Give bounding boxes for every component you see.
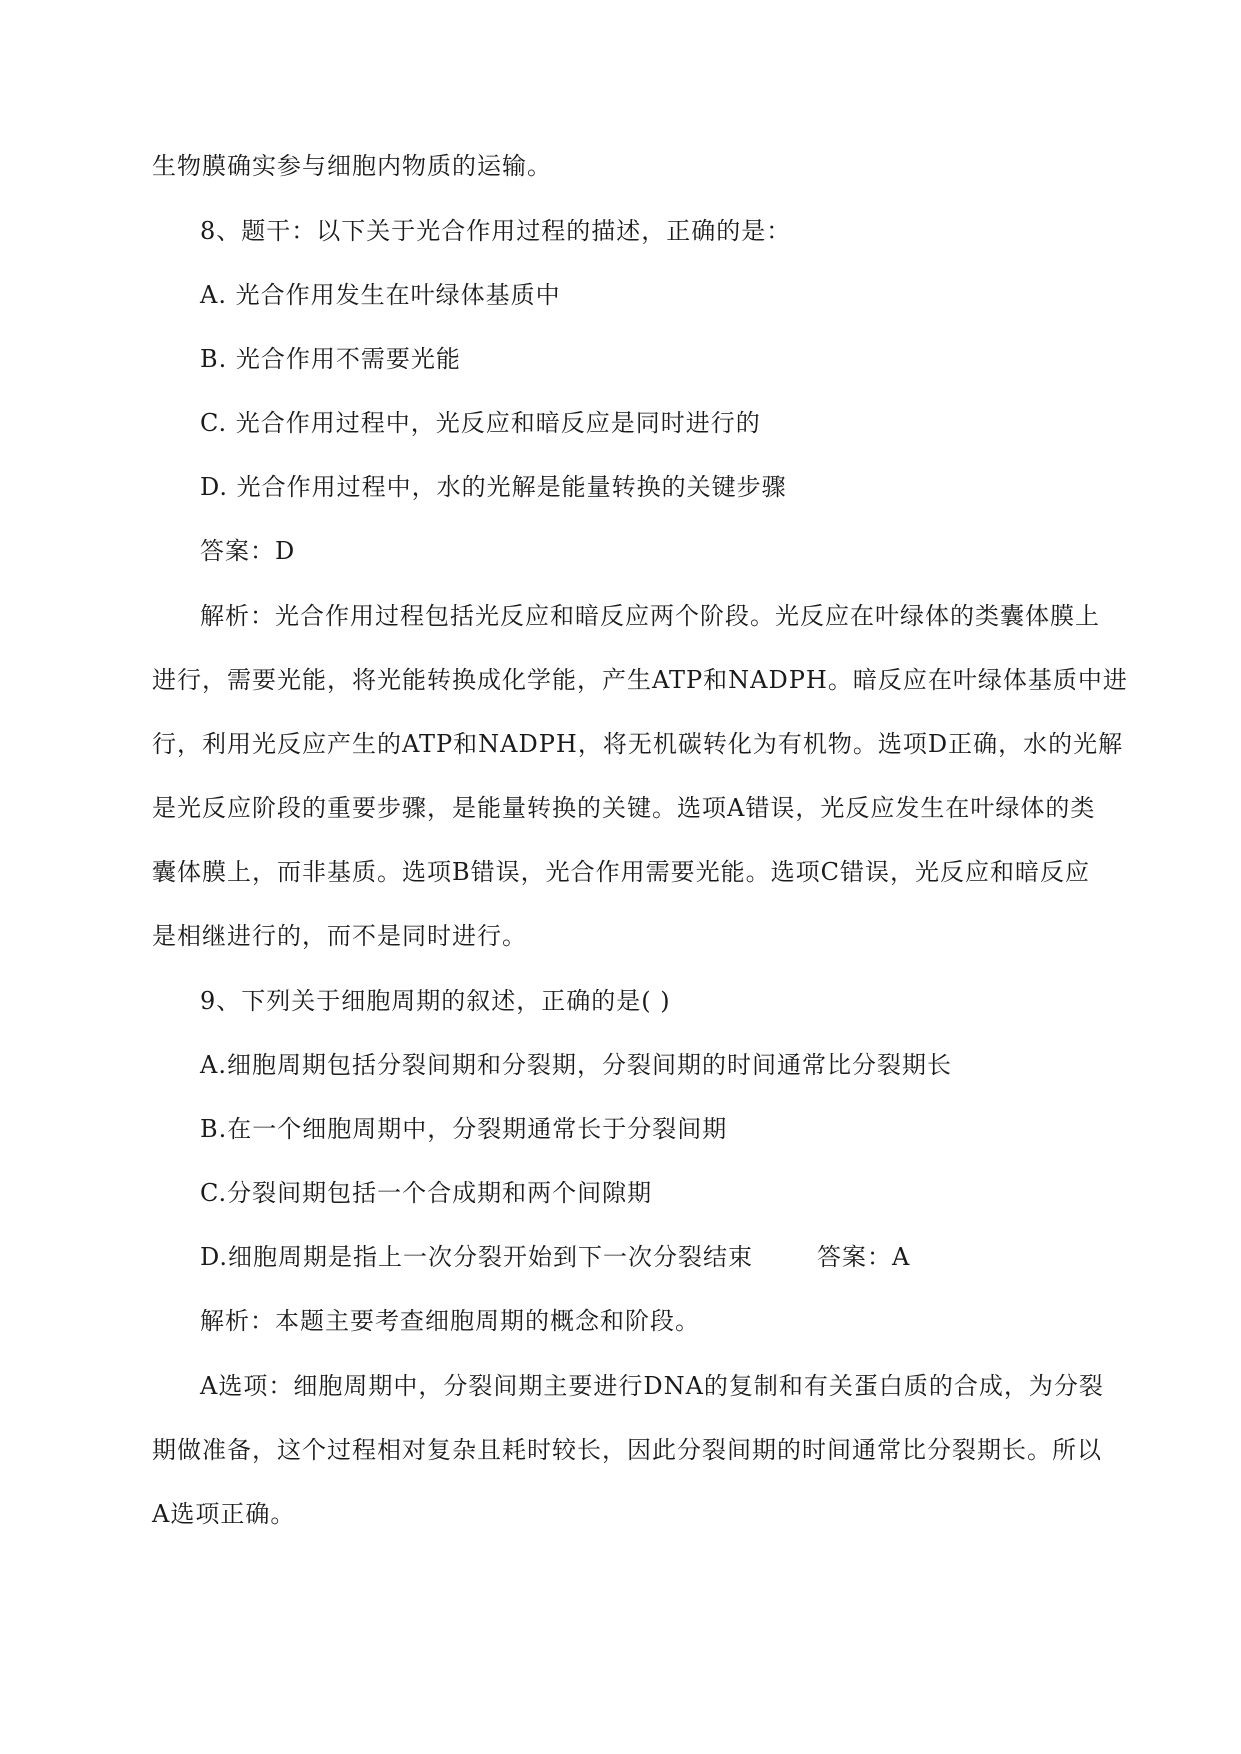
question-8-analysis-line: 是相继进行的，而不是同时进行。 bbox=[152, 922, 527, 950]
question-9-stem: 9、下列关于细胞周期的叙述，正确的是( ) bbox=[200, 987, 671, 1015]
question-8-analysis-line: 解析：光合作用过程包括光反应和暗反应两个阶段。光反应在叶绿体的类囊体膜上 bbox=[200, 602, 1100, 630]
paragraph-line: 生物膜确实参与细胞内物质的运输。 bbox=[152, 152, 552, 180]
question-9-analysis-line: A选项正确。 bbox=[152, 1500, 296, 1528]
question-8-analysis-line: 行，利用光反应产生的ATP和NADPH，将无机碳转化为有机物。选项D正确，水的光解 bbox=[152, 730, 1124, 758]
question-9-option-d-with-answer bbox=[200, 1241, 910, 1273]
question-8-option-d: D. 光合作用过程中，水的光解是能量转换的关键步骤 bbox=[200, 473, 787, 501]
question-8-stem: 8、题干：以下关于光合作用过程的描述，正确的是： bbox=[200, 217, 792, 245]
question-8-analysis-line: 是光反应阶段的重要步骤，是能量转换的关键。选项A错误，光反应发生在叶绿体的类 bbox=[152, 794, 1096, 822]
question-9-option-b: B.在一个细胞周期中，分裂期通常长于分裂间期 bbox=[200, 1115, 728, 1143]
question-9-option-c: C.分裂间期包括一个合成期和两个间隙期 bbox=[200, 1179, 653, 1207]
question-9-answer: 答案：A bbox=[817, 1243, 911, 1271]
question-8-option-b: B. 光合作用不需要光能 bbox=[200, 345, 461, 373]
question-8-option-c: C. 光合作用过程中，光反应和暗反应是同时进行的 bbox=[200, 409, 761, 437]
question-8-analysis-line: 进行，需要光能，将光能转换成化学能，产生ATP和NADPH。暗反应在叶绿体基质中进 bbox=[152, 666, 1128, 694]
question-8-option-a: A. 光合作用发生在叶绿体基质中 bbox=[200, 281, 561, 309]
question-8-answer: 答案：D bbox=[200, 537, 296, 565]
question-8-analysis-line: 囊体膜上，而非基质。选项B错误，光合作用需要光能。选项C错误，光反应和暗反应 bbox=[152, 858, 1090, 886]
question-9-option-a: A.细胞周期包括分裂间期和分裂期，分裂间期的时间通常比分裂期长 bbox=[200, 1051, 952, 1079]
question-9-analysis-intro: 解析：本题主要考查细胞周期的概念和阶段。 bbox=[200, 1307, 700, 1335]
question-9-analysis-line: A选项：细胞周期中，分裂间期主要进行DNA的复制和有关蛋白质的合成，为分裂 bbox=[200, 1372, 1104, 1400]
question-9-option-d: D.细胞周期是指上一次分裂开始到下一次分裂结束 bbox=[200, 1243, 754, 1271]
question-9-analysis-line: 期做准备，这个过程相对复杂且耗时较长，因此分裂间期的时间通常比分裂期长。所以 bbox=[152, 1436, 1102, 1464]
